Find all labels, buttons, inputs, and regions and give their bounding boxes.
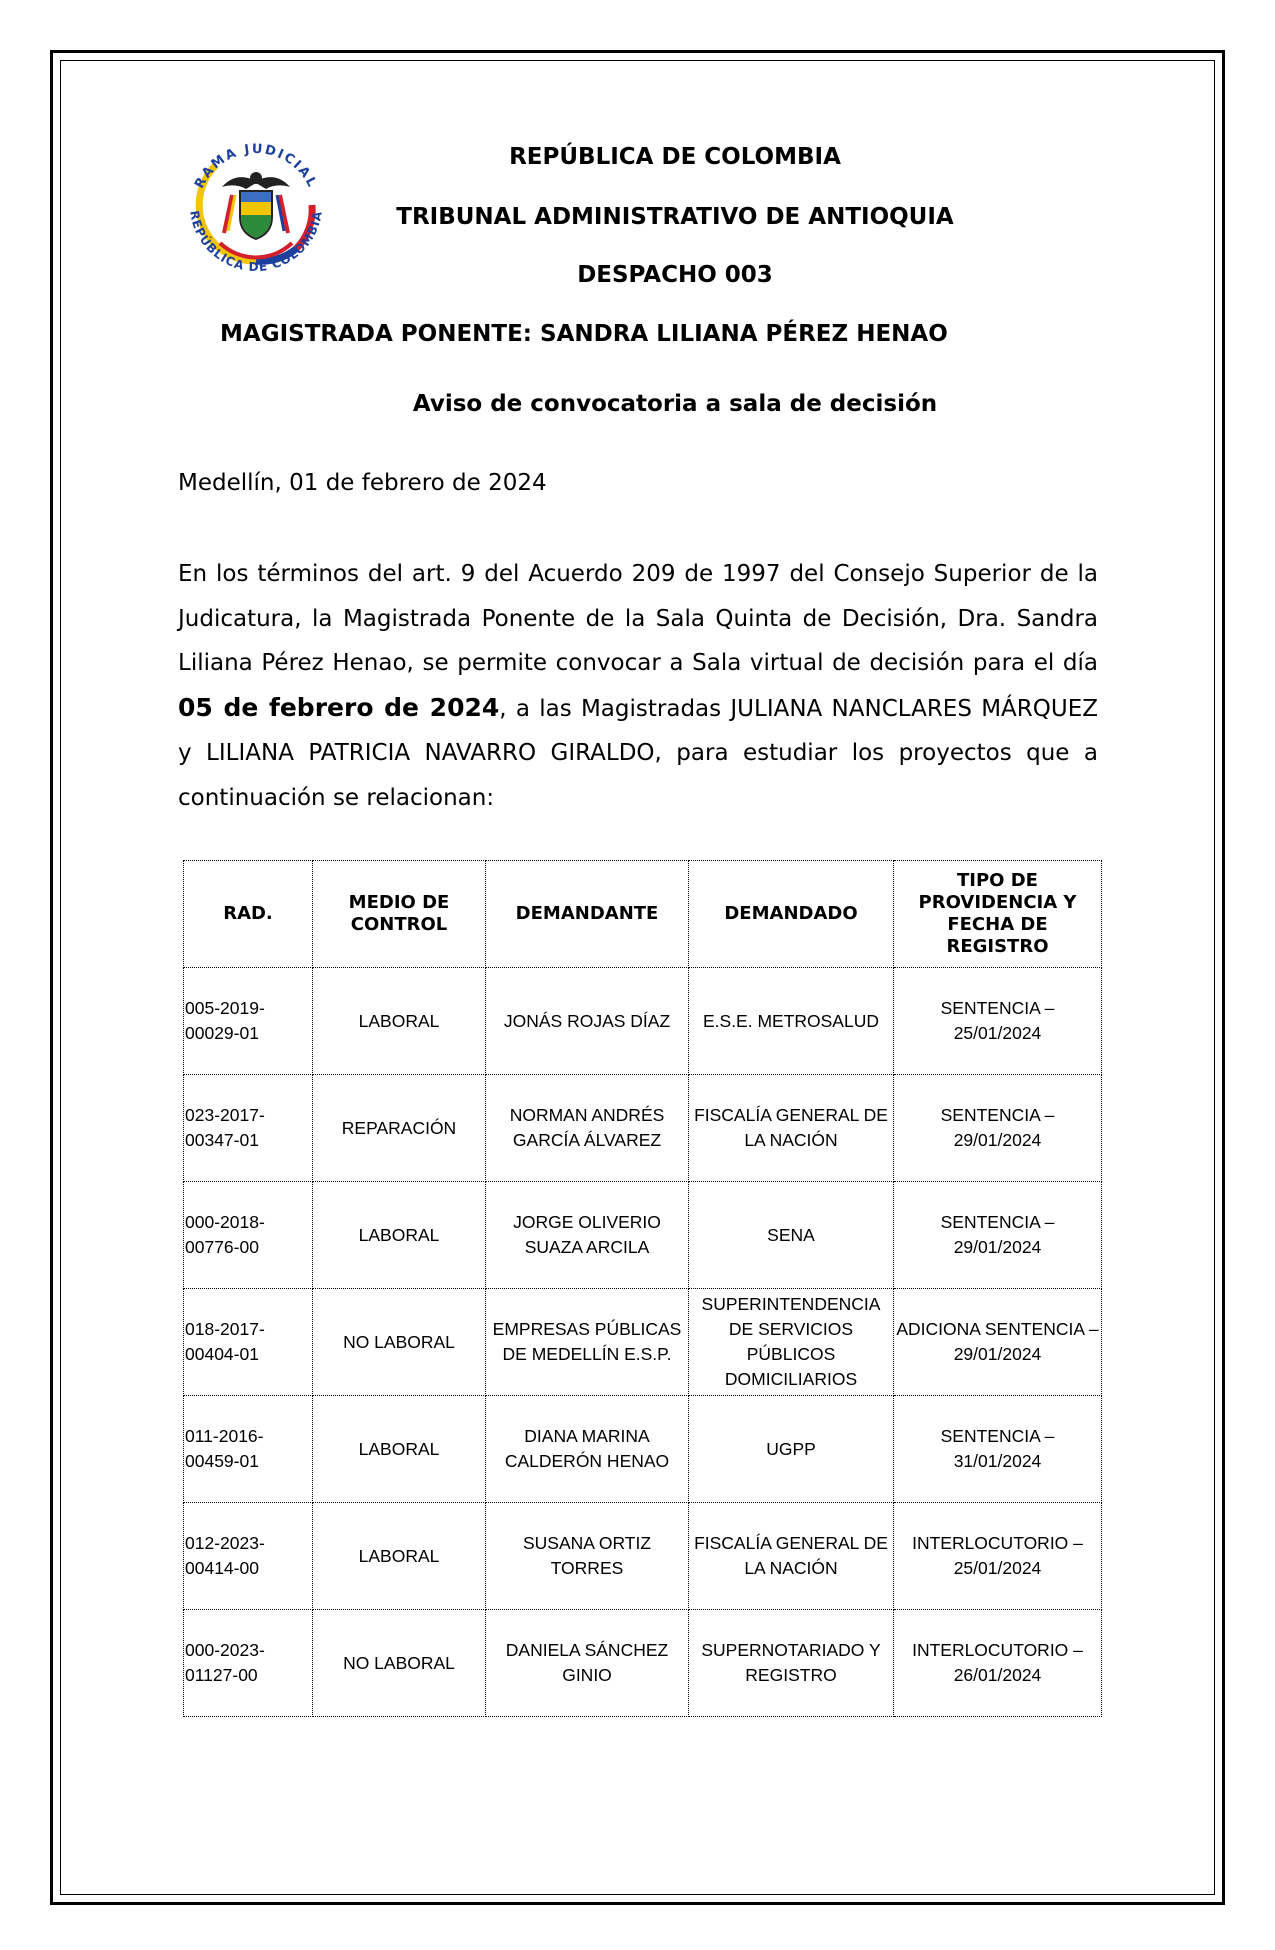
cell-medio-control: NO LABORAL [313, 1289, 486, 1396]
cell-rad: 000-2018-00776-00 [184, 1182, 313, 1289]
country-heading: REPÚBLICA DE COLOMBIA [509, 144, 841, 170]
cell-rad: 018-2017-00404-01 [184, 1289, 313, 1396]
cell-rad: 005-2019-00029-01 [184, 968, 313, 1075]
cell-tipo-providencia: SENTENCIA – 31/01/2024 [894, 1396, 1102, 1503]
table-row [184, 1503, 1102, 1610]
table-row [184, 1289, 1102, 1396]
cell-demandado: SUPERNOTARIADO Y REGISTRO [689, 1610, 894, 1717]
notice-body [178, 552, 1098, 820]
office-heading: DESPACHO 003 [577, 262, 773, 288]
cell-demandante: EMPRESAS PÚBLICAS DE MEDELLÍN E.S.P. [486, 1289, 689, 1396]
tribunal-heading: TRIBUNAL ADMINISTRATIVO DE ANTIOQUIA [396, 204, 954, 230]
table-row [184, 968, 1102, 1075]
cell-demandado: FISCALÍA GENERAL DE LA NACIÓN [689, 1503, 894, 1610]
table-row [184, 1396, 1102, 1503]
cell-demandante: JONÁS ROJAS DÍAZ [486, 968, 689, 1075]
magistrate-heading: MAGISTRADA PONENTE: SANDRA LILIANA PÉREZ HENAO [220, 321, 948, 347]
header-demandado: DEMANDADO [689, 861, 894, 968]
header-demandante: DEMANDANTE [486, 861, 689, 968]
cell-demandado: SENA [689, 1182, 894, 1289]
cell-medio-control: NO LABORAL [313, 1610, 486, 1717]
cell-demandado: FISCALÍA GENERAL DE LA NACIÓN [689, 1075, 894, 1182]
notice-title: Aviso de convocatoria a sala de decisión [412, 391, 938, 417]
table-row [184, 1610, 1102, 1717]
cell-demandante: JORGE OLIVERIO SUAZA ARCILA [486, 1182, 689, 1289]
cell-rad: 000-2023-01127-00 [184, 1610, 313, 1717]
table-row [184, 1075, 1102, 1182]
cell-demandante: NORMAN ANDRÉS GARCÍA ÁLVAREZ [486, 1075, 689, 1182]
cell-tipo-providencia: SENTENCIA – 29/01/2024 [894, 1182, 1102, 1289]
cell-demandante: SUSANA ORTIZ TORRES [486, 1503, 689, 1610]
cell-rad: 011-2016-00459-01 [184, 1396, 313, 1503]
table-row [184, 1182, 1102, 1289]
cell-tipo-providencia: SENTENCIA – 25/01/2024 [894, 968, 1102, 1075]
cell-medio-control: LABORAL [313, 1182, 486, 1289]
svg-text:REPÚBLICA DE COLOMBIA: REPÚBLICA DE COLOMBIA [187, 209, 325, 275]
cell-tipo-providencia: INTERLOCUTORIO – 25/01/2024 [894, 1503, 1102, 1610]
cell-medio-control: REPARACIÓN [313, 1075, 486, 1182]
cell-tipo-providencia: ADICIONA SENTENCIA – 29/01/2024 [894, 1289, 1102, 1396]
cell-medio-control: LABORAL [313, 1396, 486, 1503]
cell-medio-control: LABORAL [313, 968, 486, 1075]
cell-medio-control: LABORAL [313, 1503, 486, 1610]
body-text-part1: En los términos del art. 9 del Acuerdo 209 de 1997 del Consejo Superior de la Judicatura, la Magistrada Ponente de la Sala Quinta de Decisión, Dra. Sandra Liliana Pérez Henao, se permite convocar a Sala virtual de decisión para el día [178, 561, 1098, 676]
cell-tipo-providencia: INTERLOCUTORIO – 26/01/2024 [894, 1610, 1102, 1717]
session-date: 05 de febrero de 2024 [178, 692, 500, 722]
cell-demandado: UGPP [689, 1396, 894, 1503]
document-date: Medellín, 01 de febrero de 2024 [178, 470, 547, 496]
svg-text:RAMA JUDICIAL: RAMA JUDICIAL [192, 141, 320, 192]
cell-rad: 023-2017-00347-01 [184, 1075, 313, 1182]
cell-demandado: SUPERINTENDENCIA DE SERVICIOS PÚBLICOS DOMICILIARIOS [689, 1289, 894, 1396]
cases-table [183, 860, 1102, 1717]
cell-demandante: DIANA MARINA CALDERÓN HENAO [486, 1396, 689, 1503]
cell-demandante: DANIELA SÁNCHEZ GINIO [486, 1610, 689, 1717]
header-tipo-providencia: TIPO DE PROVIDENCIA Y FECHA DE REGISTRO [894, 861, 1102, 968]
table-header-row [184, 861, 1102, 968]
body-text-part2: , a las Magistradas JULIANA NANCLARES MÁRQUEZ y LILIANA PATRICIA NAVARRO GIRALDO, para estudiar los proyectos que a continuación se relacionan: [178, 695, 1099, 811]
cell-tipo-providencia: SENTENCIA – 29/01/2024 [894, 1075, 1102, 1182]
header-rad: RAD. [184, 861, 313, 968]
cell-rad: 012-2023-00414-00 [184, 1503, 313, 1610]
cell-demandado: E.S.E. METROSALUD [689, 968, 894, 1075]
header-medio-control: MEDIO DE CONTROL [313, 861, 486, 968]
